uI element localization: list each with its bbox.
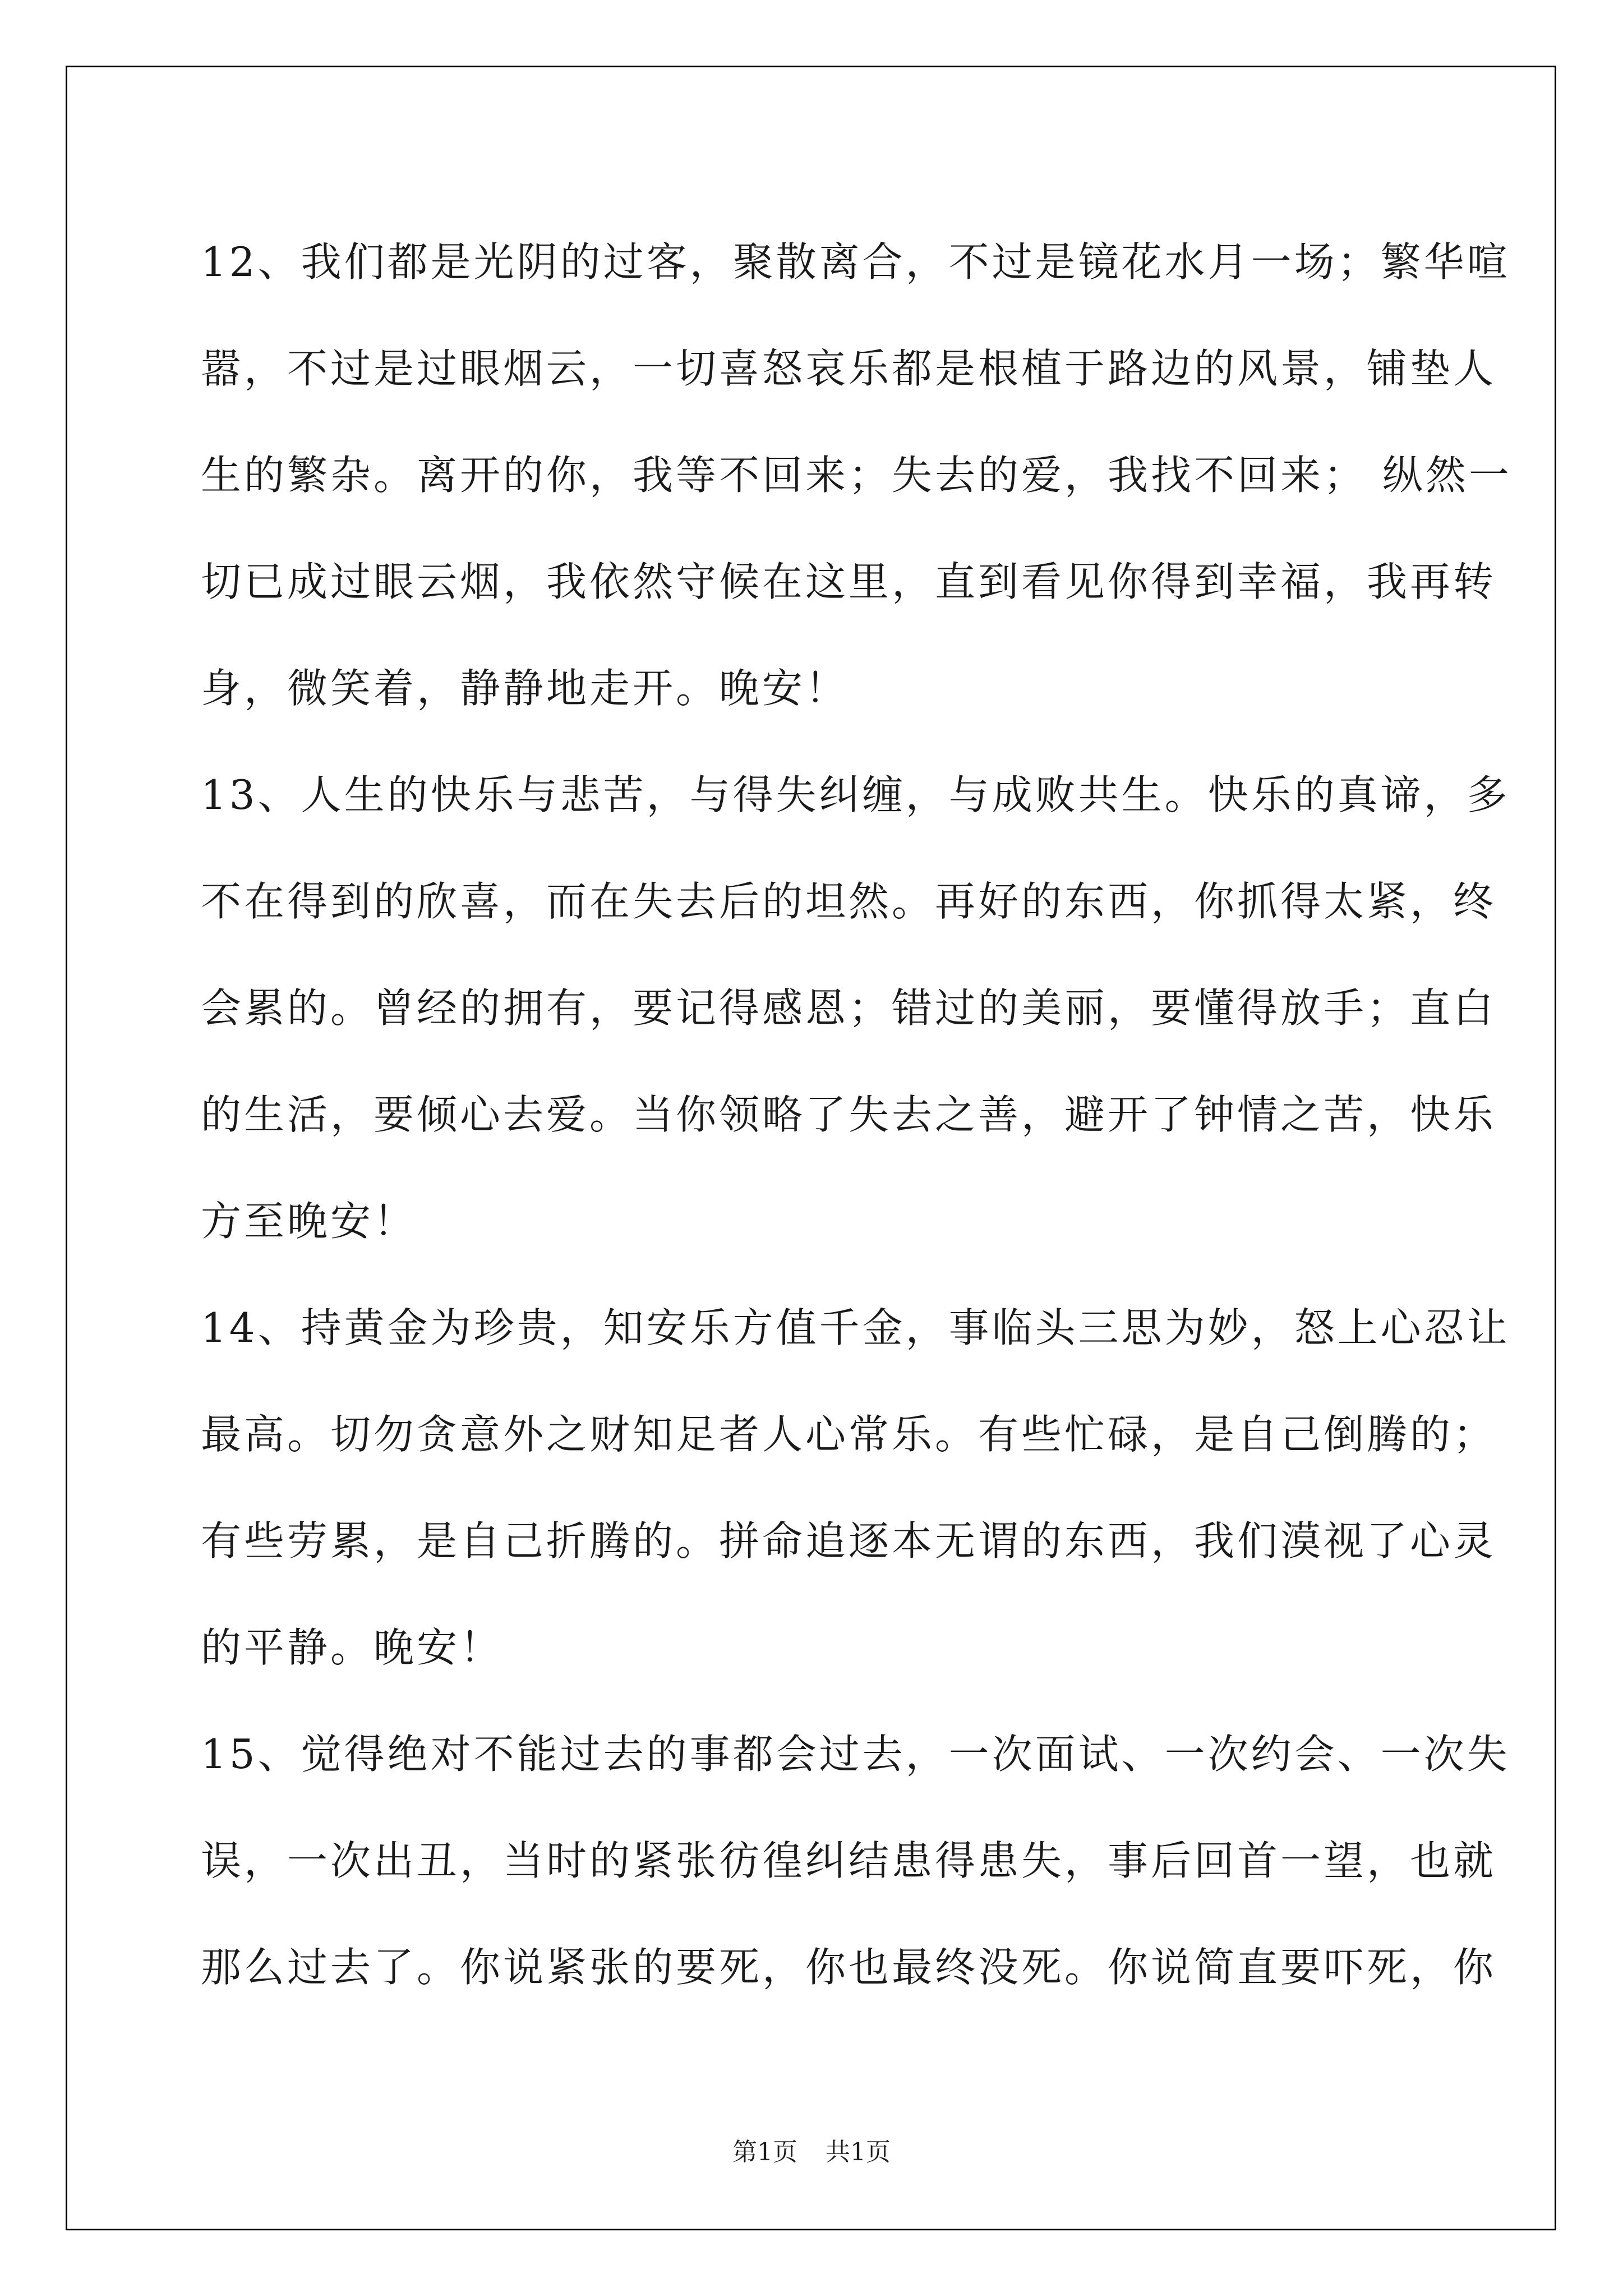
text-line: 的生活，要倾心去爱。当你领略了失去之善，避开了钟情之苦，快乐 <box>201 1091 1497 1138</box>
text-line: 15、觉得绝对不能过去的事都会过去，一次面试、一次约会、一次失 <box>201 1731 1510 1778</box>
text-line: 最高。切勿贪意外之财知足者人心常乐。有些忙碌，是自己倒腾的； <box>201 1411 1497 1458</box>
text-line: 会累的。曾经的拥有，要记得感恩；错过的美丽，要懂得放手；直白 <box>201 984 1497 1032</box>
text-line: 的平静。晚安！ <box>201 1624 504 1671</box>
text-line: 那么过去了。你说紧张的要死，你也最终没死。你说简直要吓死，你 <box>201 1944 1497 1991</box>
text-line: 嚣，不过是过眼烟云，一切喜怒哀乐都是根植于路边的风景，铺垫人 <box>201 345 1497 392</box>
page-number: 第1页 <box>732 2138 797 2166</box>
page-total: 共1页 <box>826 2138 891 2166</box>
paragraph-13 <box>201 742 1510 1274</box>
text-line: 13、人生的快乐与悲苦，与得失纠缠，与成败共生。快乐的真谛，多 <box>201 771 1510 818</box>
paragraph-12 <box>201 209 1512 742</box>
page-footer <box>0 2132 1623 2168</box>
text-line: 不在得到的欣喜，而在失去后的坦然。再好的东西，你抓得太紧，终 <box>201 878 1497 925</box>
paragraph-14 <box>201 1274 1510 1701</box>
text-line: 身，微笑着，静静地走开。晚安！ <box>201 665 849 712</box>
text-line: 切已成过眼云烟，我依然守候在这里，直到看见你得到幸福，我再转 <box>201 558 1497 605</box>
text-line: 14、持黄金为珍贵，知安乐方值千金，事临头三思为妙，怒上心忍让 <box>201 1304 1510 1351</box>
text-line: 有些劳累，是自己折腾的。拼命追逐本无谓的东西，我们漠视了心灵 <box>201 1517 1497 1565</box>
text-line: 方至晚安！ <box>201 1198 417 1245</box>
text-line: 生的繁杂。离开的你，我等不回来；失去的爱，我找不回来； 纵然一 <box>201 452 1512 499</box>
text-line: 误，一次出丑，当时的紧张彷徨纠结患得患失，事后回首一望，也就 <box>201 1837 1497 1884</box>
text-line: 12、我们都是光阴的过客，聚散离合，不过是镜花水月一场；繁华喧 <box>201 238 1510 286</box>
document-body <box>201 209 1512 2021</box>
paragraph-15 <box>201 1701 1510 2021</box>
